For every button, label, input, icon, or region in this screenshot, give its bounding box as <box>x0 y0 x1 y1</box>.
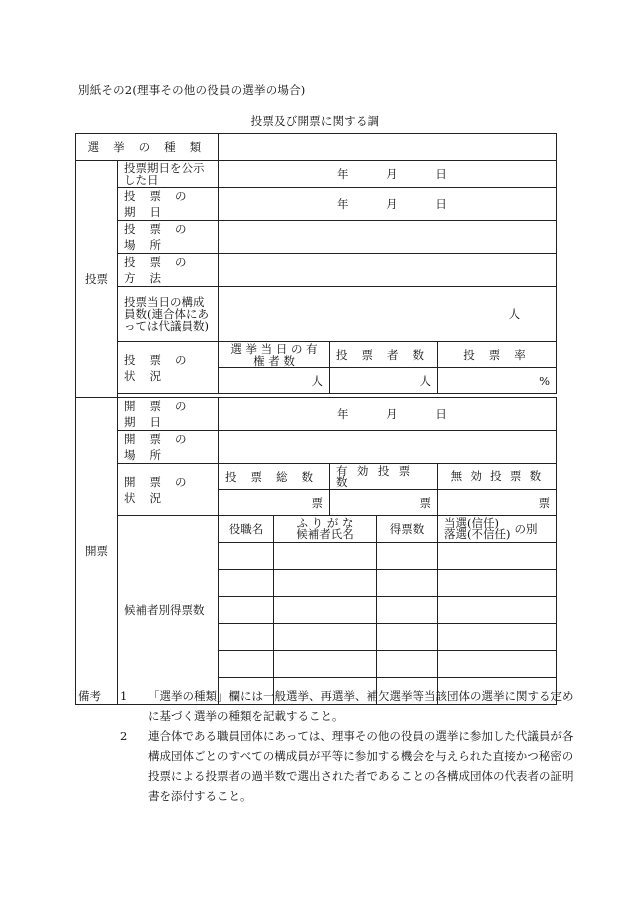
result-cell[interactable] <box>438 624 557 651</box>
furigana-header: ふ り が な <box>296 516 354 530</box>
election-type-label: 選 挙 の 種 類 <box>76 134 219 161</box>
votes-cell[interactable] <box>377 624 438 651</box>
voters-unit: 人 <box>419 373 432 388</box>
distinction-label: の別 <box>514 521 538 536</box>
position-cell[interactable] <box>219 570 274 597</box>
result-cell[interactable] <box>438 570 557 597</box>
not-elected-label: 落選(不信任) <box>444 527 511 541</box>
count-place-field[interactable] <box>219 431 557 464</box>
votes-cell[interactable] <box>377 597 438 624</box>
name-cell[interactable] <box>274 597 377 624</box>
vote-date-label: 投 票 の 期 日 <box>118 188 219 221</box>
election-type-field[interactable] <box>219 134 557 161</box>
count-status-label: 開 票 の 状 況 <box>118 464 219 516</box>
vote-place-label: 投 票 の 場 所 <box>118 221 219 254</box>
total-unit: 票 <box>311 495 324 510</box>
day-unit: 日 <box>435 197 447 211</box>
eligible-unit: 人 <box>311 373 324 388</box>
valid-field[interactable] <box>330 490 438 516</box>
vote-announce-date-label: 投票期日を公示した日 <box>118 161 219 188</box>
elected-header <box>438 516 557 543</box>
year-unit: 年 <box>337 167 349 181</box>
rate-header: 投 票 率 <box>438 342 557 368</box>
vote-count-form <box>75 133 557 705</box>
valid-unit: 票 <box>419 495 432 510</box>
rate-unit: % <box>539 373 551 388</box>
by-candidate-label: 候補者別得票数 <box>118 516 219 705</box>
result-cell[interactable] <box>438 597 557 624</box>
vote-date-field[interactable] <box>219 188 557 221</box>
position-cell[interactable] <box>219 651 274 678</box>
position-header: 役職名 <box>219 516 274 543</box>
members-unit: 人 <box>508 307 521 321</box>
invalid-unit: 票 <box>538 495 551 510</box>
elected-label: 当選(信任) <box>444 516 499 530</box>
notes-section <box>78 686 578 806</box>
counting-group-label: 開票 <box>76 398 118 705</box>
count-date-field[interactable] <box>219 398 557 431</box>
name-cell[interactable] <box>274 543 377 570</box>
year-unit: 年 <box>337 407 349 421</box>
note-number: 2 <box>120 729 128 743</box>
name-cell[interactable] <box>274 570 377 597</box>
count-date-label: 開 票 の 期 日 <box>118 398 219 431</box>
note-text: 「選挙の種類」欄には一般選挙、再選挙、補欠選挙等当該団体の選挙に関する定めに基づく選挙の種類を記載すること。 <box>148 689 574 723</box>
note-item <box>78 686 578 726</box>
voters-header: 投 票 者 数 <box>330 342 438 368</box>
document-header: 別紙その2(理事その他の役員の選挙の場合) <box>78 83 306 97</box>
vote-method-label: 投 票 の 方 法 <box>118 254 219 287</box>
vote-members-label: 投票当日の構成員数(連合体にあっては代議員数) <box>118 287 219 342</box>
name-cell[interactable] <box>274 651 377 678</box>
valid-header: 有 効 投 票 数 <box>330 464 438 490</box>
position-cell[interactable] <box>219 597 274 624</box>
result-cell[interactable] <box>438 543 557 570</box>
month-unit: 月 <box>386 197 398 211</box>
vote-status-label: 投 票 の 状 況 <box>118 342 219 394</box>
voters-field[interactable] <box>330 368 438 394</box>
year-unit: 年 <box>337 197 349 211</box>
month-unit: 月 <box>386 407 398 421</box>
position-cell[interactable] <box>219 543 274 570</box>
eligible-header: 選 挙 当 日 の 有 権 者 数 <box>219 342 330 368</box>
invalid-field[interactable] <box>438 490 557 516</box>
vote-members-field[interactable] <box>219 287 557 342</box>
notes-heading: 備考 <box>78 689 101 703</box>
day-unit: 日 <box>435 167 447 181</box>
votes-cell[interactable] <box>377 651 438 678</box>
vote-place-field[interactable] <box>219 221 557 254</box>
position-cell[interactable] <box>219 624 274 651</box>
day-unit: 日 <box>435 407 447 421</box>
vote-method-field[interactable] <box>219 254 557 287</box>
votes-cell[interactable] <box>377 543 438 570</box>
note-number: 1 <box>120 689 128 703</box>
rate-field[interactable] <box>438 368 557 394</box>
note-text: 連合体である職員団体にあっては、理事その他の役員の選挙に参加した代議員が各構成団体ごとのすべての構成員が平等に参加する機会を与えられた直接かつ秘密の投票による投票者の過半数で選出された者であることの各構成団体の代表者の証明書を添付すること。 <box>148 729 574 803</box>
invalid-header: 無 効 投 票 数 <box>438 464 557 490</box>
total-header: 投 票 総 数 <box>219 464 330 490</box>
total-field[interactable] <box>219 490 330 516</box>
note-item <box>78 726 578 806</box>
eligible-field[interactable] <box>219 368 330 394</box>
name-cell[interactable] <box>274 624 377 651</box>
count-place-label: 開 票 の 場 所 <box>118 431 219 464</box>
result-cell[interactable] <box>438 651 557 678</box>
votes-cell[interactable] <box>377 570 438 597</box>
votes-header: 得票数 <box>377 516 438 543</box>
document-title: 投票及び開票に関する調 <box>250 114 380 128</box>
voting-group-label: 投票 <box>76 161 118 398</box>
name-header: 候補者氏名 <box>296 527 354 541</box>
month-unit: 月 <box>386 167 398 181</box>
candidate-name-header <box>274 516 377 543</box>
vote-announce-date-field[interactable] <box>219 161 557 188</box>
